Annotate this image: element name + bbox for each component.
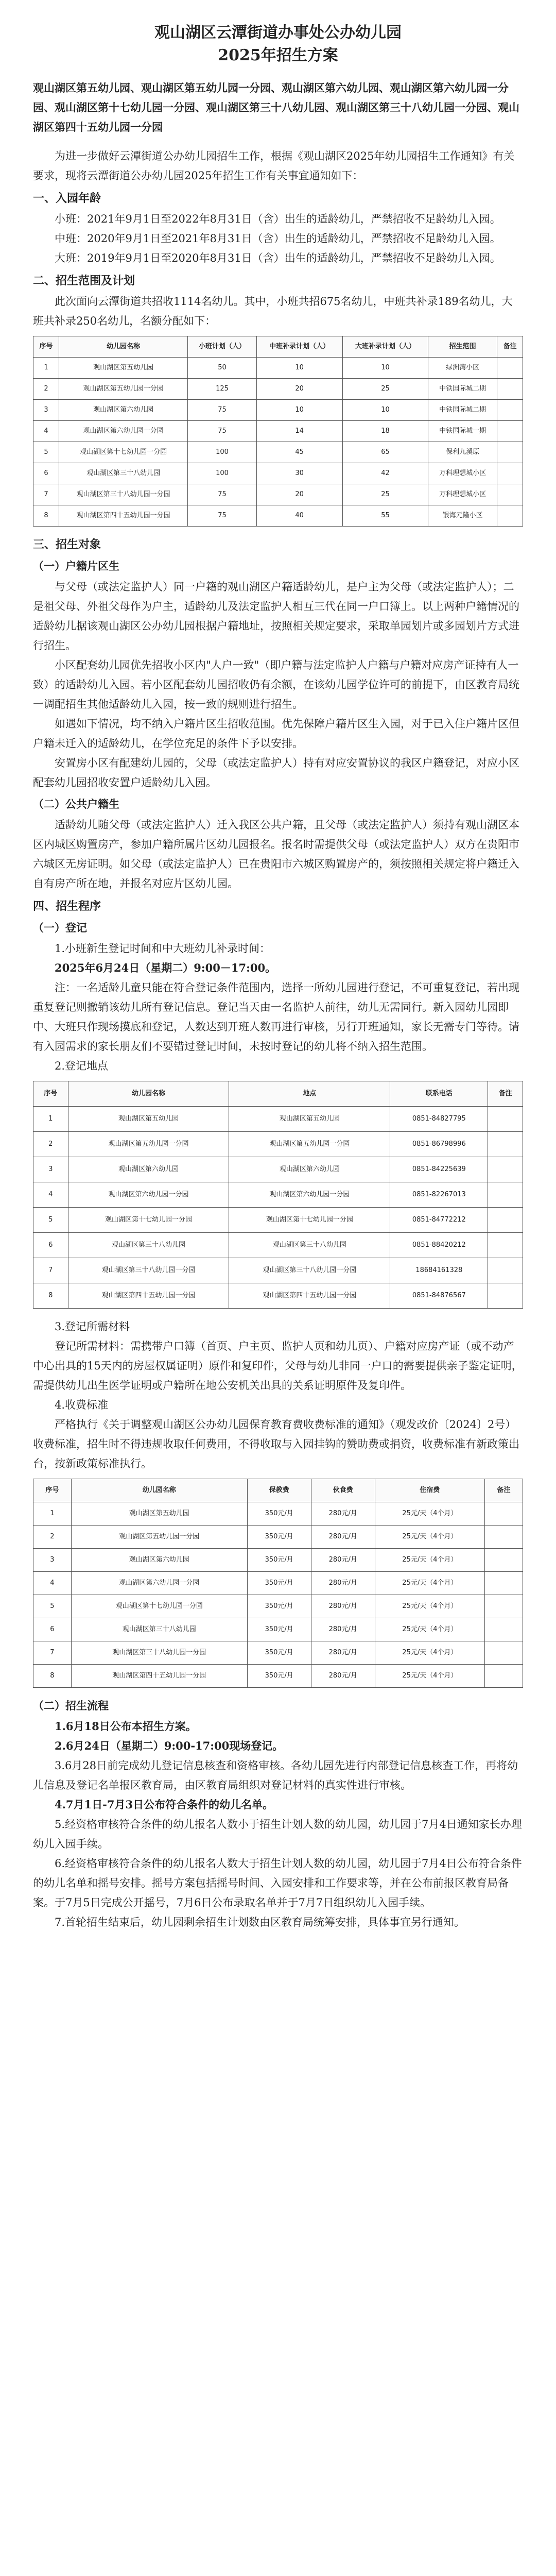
table-cell: 350元/月 <box>247 1549 311 1572</box>
residence-paragraph-1: 与父母（或法定监护人）同一户籍的观山湖区户籍适龄幼儿，是户主为父母（或法定监护人）；二是祖父母、外祖父母作为户主，适龄幼儿及法定监护人相互三代在同一户口簿上。以上两种户籍情况的适龄幼儿据该观山湖区公办幼儿园根据户籍地址，按照相关规定要求，采取单园划片或多园划片方式进行招生。 <box>33 581 519 652</box>
table-cell: 中铁国际城二期 <box>428 400 497 421</box>
table-cell: 观山湖区第三十八幼儿园 <box>68 1233 229 1258</box>
column-header: 保教费 <box>247 1479 311 1502</box>
subsection-public-residence: （二）公共户籍生 <box>33 798 119 810</box>
table-cell: 25 <box>342 379 428 400</box>
table-cell: 观山湖区第三十八幼儿园一分园 <box>68 1258 229 1283</box>
table-row <box>33 400 523 421</box>
table-row <box>33 1572 523 1595</box>
table-cell: 125 <box>188 379 256 400</box>
table-cell <box>485 1572 523 1595</box>
age-middle-class: 中班：2020年9月1日至2021年8月31日（含）出生的适龄幼儿，严禁招收不足龄幼儿入园。 <box>55 232 501 245</box>
table-cell: 280元/月 <box>311 1618 375 1641</box>
table-cell: 0851-82267013 <box>390 1182 488 1208</box>
table-cell <box>485 1595 523 1618</box>
registration-note: 注：一名适龄儿童只能在符合登记条件范围内，选择一所幼儿园进行登记，不可重复登记，若出现重复登记则撤销该幼儿所有登记信息。登记当天由一名监护人前往，幼儿无需同行。新入园幼儿园即中、大班只作现场摸底和登记，人数达到开班人数再进行审核，另行开班通知，家长无需专门等待。请有入园需求的家长朋友们不要错过登记时间，未按时登记的幼儿将不纳入招生范围。 <box>33 981 519 1053</box>
residence-paragraph-2: 小区配套幼儿园优先招收小区内"人户一致"（即户籍与法定监护人户籍与户籍对应房产证持有人一致）的适龄幼儿入园。若小区配套幼儿园招收仍有余额，在该幼儿园学位许可的前提下，由区教育局统一调配招生其他适龄幼儿入园，按一致的规则进行招生。 <box>33 659 519 710</box>
process-step-7: 7.首轮招生结束后，幼儿园剩余招生计划数由区教育局统筹安排，具体事宜另行通知。 <box>55 1916 465 1928</box>
table-header-row <box>33 1479 523 1502</box>
table-cell: 万科理想城小区 <box>428 463 497 484</box>
table-cell <box>497 400 523 421</box>
table-cell: 18 <box>342 421 428 442</box>
table-cell: 观山湖区第五幼儿园一分园 <box>71 1526 247 1549</box>
table-cell: 42 <box>342 463 428 484</box>
column-header: 备注 <box>485 1479 523 1502</box>
table-cell: 8 <box>33 1283 68 1309</box>
table-cell <box>488 1208 523 1233</box>
section-1-heading: 一、入园年龄 <box>33 192 101 205</box>
table-cell: 0851-84225639 <box>390 1157 488 1182</box>
table-cell <box>488 1258 523 1283</box>
table-cell: 10 <box>256 400 342 421</box>
table-row <box>33 1132 523 1157</box>
table-cell: 6 <box>33 463 59 484</box>
table-cell: 50 <box>188 358 256 379</box>
table-cell: 观山湖区第五幼儿园 <box>229 1107 390 1132</box>
plan-paragraph: 此次面向云潭街道共招收1114名幼儿。其中，小班共招675名幼儿，中班共补录189名幼儿，大班共补录250名幼儿，名额分配如下： <box>33 295 513 327</box>
section-3-heading: 三、招生对象 <box>33 538 101 551</box>
table-cell: 5 <box>33 442 59 463</box>
table-cell: 75 <box>188 400 256 421</box>
fee-label: 4.收费标准 <box>55 1399 109 1411</box>
table-cell: 40 <box>256 505 342 527</box>
column-header: 备注 <box>497 336 523 358</box>
table-cell <box>485 1618 523 1641</box>
residence-paragraph-4: 安置房小区有配建幼儿园的，父母（或法定监护人）持有对应安置协议的我区户籍登记，对应小区配套幼儿园招收安置户适龄幼儿入园。 <box>33 757 519 789</box>
residence-paragraph-3: 如遇如下情况，均不纳入户籍片区生招收范围。优先保障户籍片区生入园，对于已入住户籍片区但户籍未迁入的适龄幼儿，在学位充足的条件下予以安排。 <box>33 718 519 750</box>
age-small-class: 小班：2021年9月1日至2022年8月31日（含）出生的适龄幼儿，严禁招收不足龄幼儿入园。 <box>55 213 501 225</box>
table-cell: 中铁国际城二期 <box>428 379 497 400</box>
table-cell: 绿洲湾小区 <box>428 358 497 379</box>
table-cell: 7 <box>33 1258 68 1283</box>
materials-paragraph: 登记所需材料：需携带户口簿（首页、户主页、监护人页和幼儿页）、户籍对应房产证（或不动产中心出具的15天内的房屋权属证明）原件和复印件，父母与幼儿非同一户口的需要提供亲子鉴定证明，需提供幼儿出生医学证明或户籍所在地公安机关出具的关系证明原件及复印件。 <box>33 1340 523 1392</box>
table-cell: 55 <box>342 505 428 527</box>
table-cell: 6 <box>33 1233 68 1258</box>
subsection-registration: （一）登记 <box>33 921 87 934</box>
table-cell <box>497 463 523 484</box>
table-cell <box>488 1233 523 1258</box>
table-cell: 5 <box>33 1208 68 1233</box>
table-cell <box>485 1549 523 1572</box>
table-cell: 8 <box>33 505 59 527</box>
table-cell: 4 <box>33 1182 68 1208</box>
column-header: 幼儿园名称 <box>59 336 188 358</box>
table-cell <box>497 442 523 463</box>
column-header: 联系电话 <box>390 1081 488 1107</box>
table-cell: 观山湖区第五幼儿园 <box>68 1107 229 1132</box>
table-cell: 75 <box>188 505 256 527</box>
table-cell: 7 <box>33 1641 72 1665</box>
section-2-heading: 二、招生范围及计划 <box>33 274 135 287</box>
table-row <box>33 484 523 505</box>
table-cell: 观山湖区第四十五幼儿园一分园 <box>71 1665 247 1688</box>
table-cell: 350元/月 <box>247 1526 311 1549</box>
table-cell: 350元/月 <box>247 1595 311 1618</box>
table-cell: 350元/月 <box>247 1502 311 1526</box>
table-cell <box>485 1502 523 1526</box>
table-cell: 观山湖区第四十五幼儿园一分园 <box>68 1283 229 1309</box>
process-step-4: 4.7月1日-7月3日公布符合条件的幼儿名单。 <box>55 1798 274 1811</box>
table-row <box>33 379 523 400</box>
table-row <box>33 1665 523 1688</box>
table-row <box>33 463 523 484</box>
table-cell: 25元/天（4个月） <box>375 1502 484 1526</box>
process-step-3: 3.6月28日前完成幼儿登记信息核查和资格审核。各幼儿园先进行内部登记信息核查工作，再将幼儿信息及登记名单报区教育局，由区教育局组织对登记材料的真实性进行审核。 <box>33 1759 518 1791</box>
table-cell: 0851-88420212 <box>390 1233 488 1258</box>
fee-standard-table <box>33 1479 523 1688</box>
table-cell: 观山湖区第五幼儿园 <box>71 1502 247 1526</box>
table-cell <box>497 421 523 442</box>
table-row <box>33 1283 523 1309</box>
table-cell: 观山湖区第六幼儿园 <box>229 1157 390 1182</box>
table-cell: 100 <box>188 463 256 484</box>
table-cell: 观山湖区第五幼儿园一分园 <box>68 1132 229 1157</box>
title-line-2: 2025年招生方案 <box>218 46 338 64</box>
table-cell: 观山湖区第三十八幼儿园 <box>229 1233 390 1258</box>
table-cell: 观山湖区第六幼儿园一分园 <box>71 1572 247 1595</box>
table-cell: 观山湖区第六幼儿园 <box>59 400 188 421</box>
table-cell <box>485 1526 523 1549</box>
table-cell: 25元/天（4个月） <box>375 1549 484 1572</box>
table-row <box>33 1157 523 1182</box>
table-cell: 观山湖区第四十五幼儿园一分园 <box>229 1283 390 1309</box>
table-cell: 3 <box>33 1549 72 1572</box>
table-cell: 25 <box>342 484 428 505</box>
table-cell: 保利九溪原 <box>428 442 497 463</box>
subsection-registered-residence: （一）户籍片区生 <box>33 560 119 572</box>
table-cell <box>497 505 523 527</box>
table-row <box>33 1208 523 1233</box>
column-header: 伙食费 <box>311 1479 375 1502</box>
table-cell: 2 <box>33 379 59 400</box>
table-cell: 10 <box>342 358 428 379</box>
column-header: 中班补录计划（人） <box>256 336 342 358</box>
process-step-6: 6.经资格审核符合条件的幼儿报名人数大于招生计划人数的幼儿园，幼儿园于7月4日公布符合条件的幼儿名单和摇号安排。摇号方案包括摇号时间、入园安排和工作要求等，并在公布前报区教育局备案。于7月5日完成公开摇号，7月6日公布录取名单并于7月7日组织幼儿入园手续。 <box>33 1857 522 1909</box>
table-cell <box>497 379 523 400</box>
table-cell: 观山湖区第六幼儿园一分园 <box>68 1182 229 1208</box>
table-cell <box>497 358 523 379</box>
table-cell: 75 <box>188 484 256 505</box>
public-residence-paragraph: 适龄幼儿随父母（或法定监护人）迁入我区公共户籍，且父母（或法定监护人）须持有观山湖区本区内城区购置房产，参加户籍所属片区幼儿园报名。报名时需提供父母（或法定监护人）双方在贵阳市六城区无房证明。如父母（或法定监护人）已在贵阳市六城区购置房产的，须按照相关规定将户籍迁入自有房产所在地，并报名对应片区幼儿园。 <box>33 819 519 890</box>
column-header: 备注 <box>488 1081 523 1107</box>
table-cell <box>485 1665 523 1688</box>
table-cell: 20 <box>256 484 342 505</box>
column-header: 序号 <box>33 336 59 358</box>
table-cell: 1 <box>33 1502 72 1526</box>
table-cell <box>488 1283 523 1309</box>
table-cell: 25元/天（4个月） <box>375 1641 484 1665</box>
table-header-row <box>33 1081 523 1107</box>
table-row <box>33 1618 523 1641</box>
table-cell <box>497 484 523 505</box>
table-cell: 0851-84827795 <box>390 1107 488 1132</box>
column-header: 小班计划（人） <box>188 336 256 358</box>
table-cell: 观山湖区第三十八幼儿园 <box>71 1618 247 1641</box>
column-header: 幼儿园名称 <box>68 1081 229 1107</box>
table-cell: 10 <box>342 400 428 421</box>
kindergarten-list: 观山湖区第五幼儿园、观山湖区第五幼儿园一分园、观山湖区第六幼儿园、观山湖区第六幼儿园一分园、观山湖区第十七幼儿园一分园、观山湖区第三十八幼儿园、观山湖区第三十八幼儿园一分园、观山湖区第四十五幼儿园一分园 <box>33 81 519 133</box>
table-row <box>33 421 523 442</box>
table-cell: 0851-84876567 <box>390 1283 488 1309</box>
table-cell: 观山湖区第六幼儿园 <box>68 1157 229 1182</box>
materials-label: 3.登记所需材料 <box>55 1320 130 1333</box>
table-cell: 0851-86798996 <box>390 1132 488 1157</box>
table-cell: 280元/月 <box>311 1502 375 1526</box>
table-row <box>33 505 523 527</box>
table-cell: 2 <box>33 1132 68 1157</box>
table-cell: 0851-84772212 <box>390 1208 488 1233</box>
table-cell: 观山湖区第三十八幼儿园一分园 <box>59 484 188 505</box>
table-cell: 280元/月 <box>311 1665 375 1688</box>
table-cell: 4 <box>33 421 59 442</box>
column-header: 大班补录计划（人） <box>342 336 428 358</box>
intro-paragraph: 为进一步做好云潭街道公办幼儿园招生工作，根据《观山湖区2025年幼儿园招生工作通知》有关要求，现将云潭街道公办幼儿园2025年招生工作有关事宜通知如下： <box>33 150 515 182</box>
table-row <box>33 1182 523 1208</box>
table-cell <box>488 1157 523 1182</box>
table-row <box>33 1258 523 1283</box>
document-title <box>33 22 523 67</box>
process-step-5: 5.经资格审核符合条件的幼儿报名人数小于招生计划人数的幼儿园，幼儿园于7月4日通知家长办理幼儿入园手续。 <box>33 1818 522 1850</box>
table-cell: 25元/天（4个月） <box>375 1665 484 1688</box>
table-row <box>33 1526 523 1549</box>
table-cell: 350元/月 <box>247 1618 311 1641</box>
table-cell: 280元/月 <box>311 1641 375 1665</box>
table-cell: 3 <box>33 400 59 421</box>
table-row <box>33 1107 523 1132</box>
subsection-enrollment-process: （二）招生流程 <box>33 1699 109 1712</box>
table-cell <box>488 1132 523 1157</box>
table-cell: 45 <box>256 442 342 463</box>
process-step-2: 2.6月24日（星期二）9:00-17:00现场登记。 <box>55 1739 284 1752</box>
table-cell: 观山湖区第十七幼儿园一分园 <box>71 1595 247 1618</box>
column-header: 序号 <box>33 1081 68 1107</box>
table-cell: 100 <box>188 442 256 463</box>
table-cell: 中铁国际城一期 <box>428 421 497 442</box>
title-line-1: 观山湖区云潭街道办事处公办幼儿园 <box>154 24 402 42</box>
table-cell <box>488 1107 523 1132</box>
registration-location-table <box>33 1081 523 1309</box>
table-row <box>33 1502 523 1526</box>
column-header: 幼儿园名称 <box>71 1479 247 1502</box>
table-cell <box>488 1182 523 1208</box>
table-row <box>33 1233 523 1258</box>
table-row <box>33 442 523 463</box>
registration-location-label: 2.登记地点 <box>55 1060 109 1072</box>
table-cell: 5 <box>33 1595 72 1618</box>
table-cell: 8 <box>33 1665 72 1688</box>
table-cell: 25元/天（4个月） <box>375 1595 484 1618</box>
table-cell: 万科理想城小区 <box>428 484 497 505</box>
table-cell: 25元/天（4个月） <box>375 1526 484 1549</box>
table-cell: 观山湖区第五幼儿园 <box>59 358 188 379</box>
table-cell: 65 <box>342 442 428 463</box>
table-cell: 25元/天（4个月） <box>375 1618 484 1641</box>
table-cell: 1 <box>33 358 59 379</box>
table-row <box>33 1595 523 1618</box>
age-large-class: 大班：2019年9月1日至2020年8月31日（含）出生的适龄幼儿，严禁招收不足龄幼儿入园。 <box>55 252 501 264</box>
table-row <box>33 1641 523 1665</box>
table-cell: 观山湖区第十七幼儿园一分园 <box>229 1208 390 1233</box>
table-header-row <box>33 336 523 358</box>
table-cell: 3 <box>33 1157 68 1182</box>
fee-paragraph: 严格执行《关于调整观山湖区公办幼儿园保育教育费收费标准的通知》（观发改价〔2024〕2号）收费标准，招生时不得违规收取任何费用，不得收取与入园挂钩的赞助费或捐资，收费标准有新政策出台，按新政策标准执行。 <box>33 1418 519 1470</box>
table-cell: 20 <box>256 379 342 400</box>
table-cell: 10 <box>256 358 342 379</box>
process-step-1: 1.6月18日公布本招生方案。 <box>55 1720 197 1733</box>
enrollment-plan-table <box>33 336 523 527</box>
registration-date: 2025年6月24日（星期二）9:00－17:00。 <box>55 961 276 974</box>
table-cell: 4 <box>33 1572 72 1595</box>
table-cell: 350元/月 <box>247 1665 311 1688</box>
column-header: 住宿费 <box>375 1479 484 1502</box>
table-cell: 280元/月 <box>311 1595 375 1618</box>
column-header: 地点 <box>229 1081 390 1107</box>
table-cell: 观山湖区第三十八幼儿园 <box>59 463 188 484</box>
table-cell: 6 <box>33 1618 72 1641</box>
table-cell: 14 <box>256 421 342 442</box>
table-cell: 1 <box>33 1107 68 1132</box>
column-header: 序号 <box>33 1479 72 1502</box>
table-cell: 观山湖区第三十八幼儿园一分园 <box>229 1258 390 1283</box>
registration-time-label: 1.小班新生登记时间和中大班幼儿补录时间： <box>55 942 271 955</box>
table-row <box>33 1549 523 1572</box>
table-cell: 观山湖区第十七幼儿园一分园 <box>59 442 188 463</box>
table-cell: 7 <box>33 484 59 505</box>
section-4-heading: 四、招生程序 <box>33 900 101 913</box>
table-cell: 350元/月 <box>247 1572 311 1595</box>
table-cell: 280元/月 <box>311 1572 375 1595</box>
table-cell <box>485 1641 523 1665</box>
table-cell: 75 <box>188 421 256 442</box>
table-cell: 观山湖区第六幼儿园一分园 <box>59 421 188 442</box>
table-cell: 280元/月 <box>311 1526 375 1549</box>
table-cell: 观山湖区第五幼儿园一分园 <box>59 379 188 400</box>
table-cell: 观山湖区第三十八幼儿园一分园 <box>71 1641 247 1665</box>
table-cell: 30 <box>256 463 342 484</box>
table-cell: 观山湖区第五幼儿园一分园 <box>229 1132 390 1157</box>
table-cell: 350元/月 <box>247 1641 311 1665</box>
table-cell: 观山湖区第十七幼儿园一分园 <box>68 1208 229 1233</box>
column-header: 招生范围 <box>428 336 497 358</box>
table-cell: 观山湖区第六幼儿园一分园 <box>229 1182 390 1208</box>
table-cell: 银海元隆小区 <box>428 505 497 527</box>
table-cell: 2 <box>33 1526 72 1549</box>
table-cell: 观山湖区第六幼儿园 <box>71 1549 247 1572</box>
table-cell: 观山湖区第四十五幼儿园一分园 <box>59 505 188 527</box>
table-row <box>33 358 523 379</box>
table-cell: 280元/月 <box>311 1549 375 1572</box>
table-cell: 18684161328 <box>390 1258 488 1283</box>
table-cell: 25元/天（4个月） <box>375 1572 484 1595</box>
